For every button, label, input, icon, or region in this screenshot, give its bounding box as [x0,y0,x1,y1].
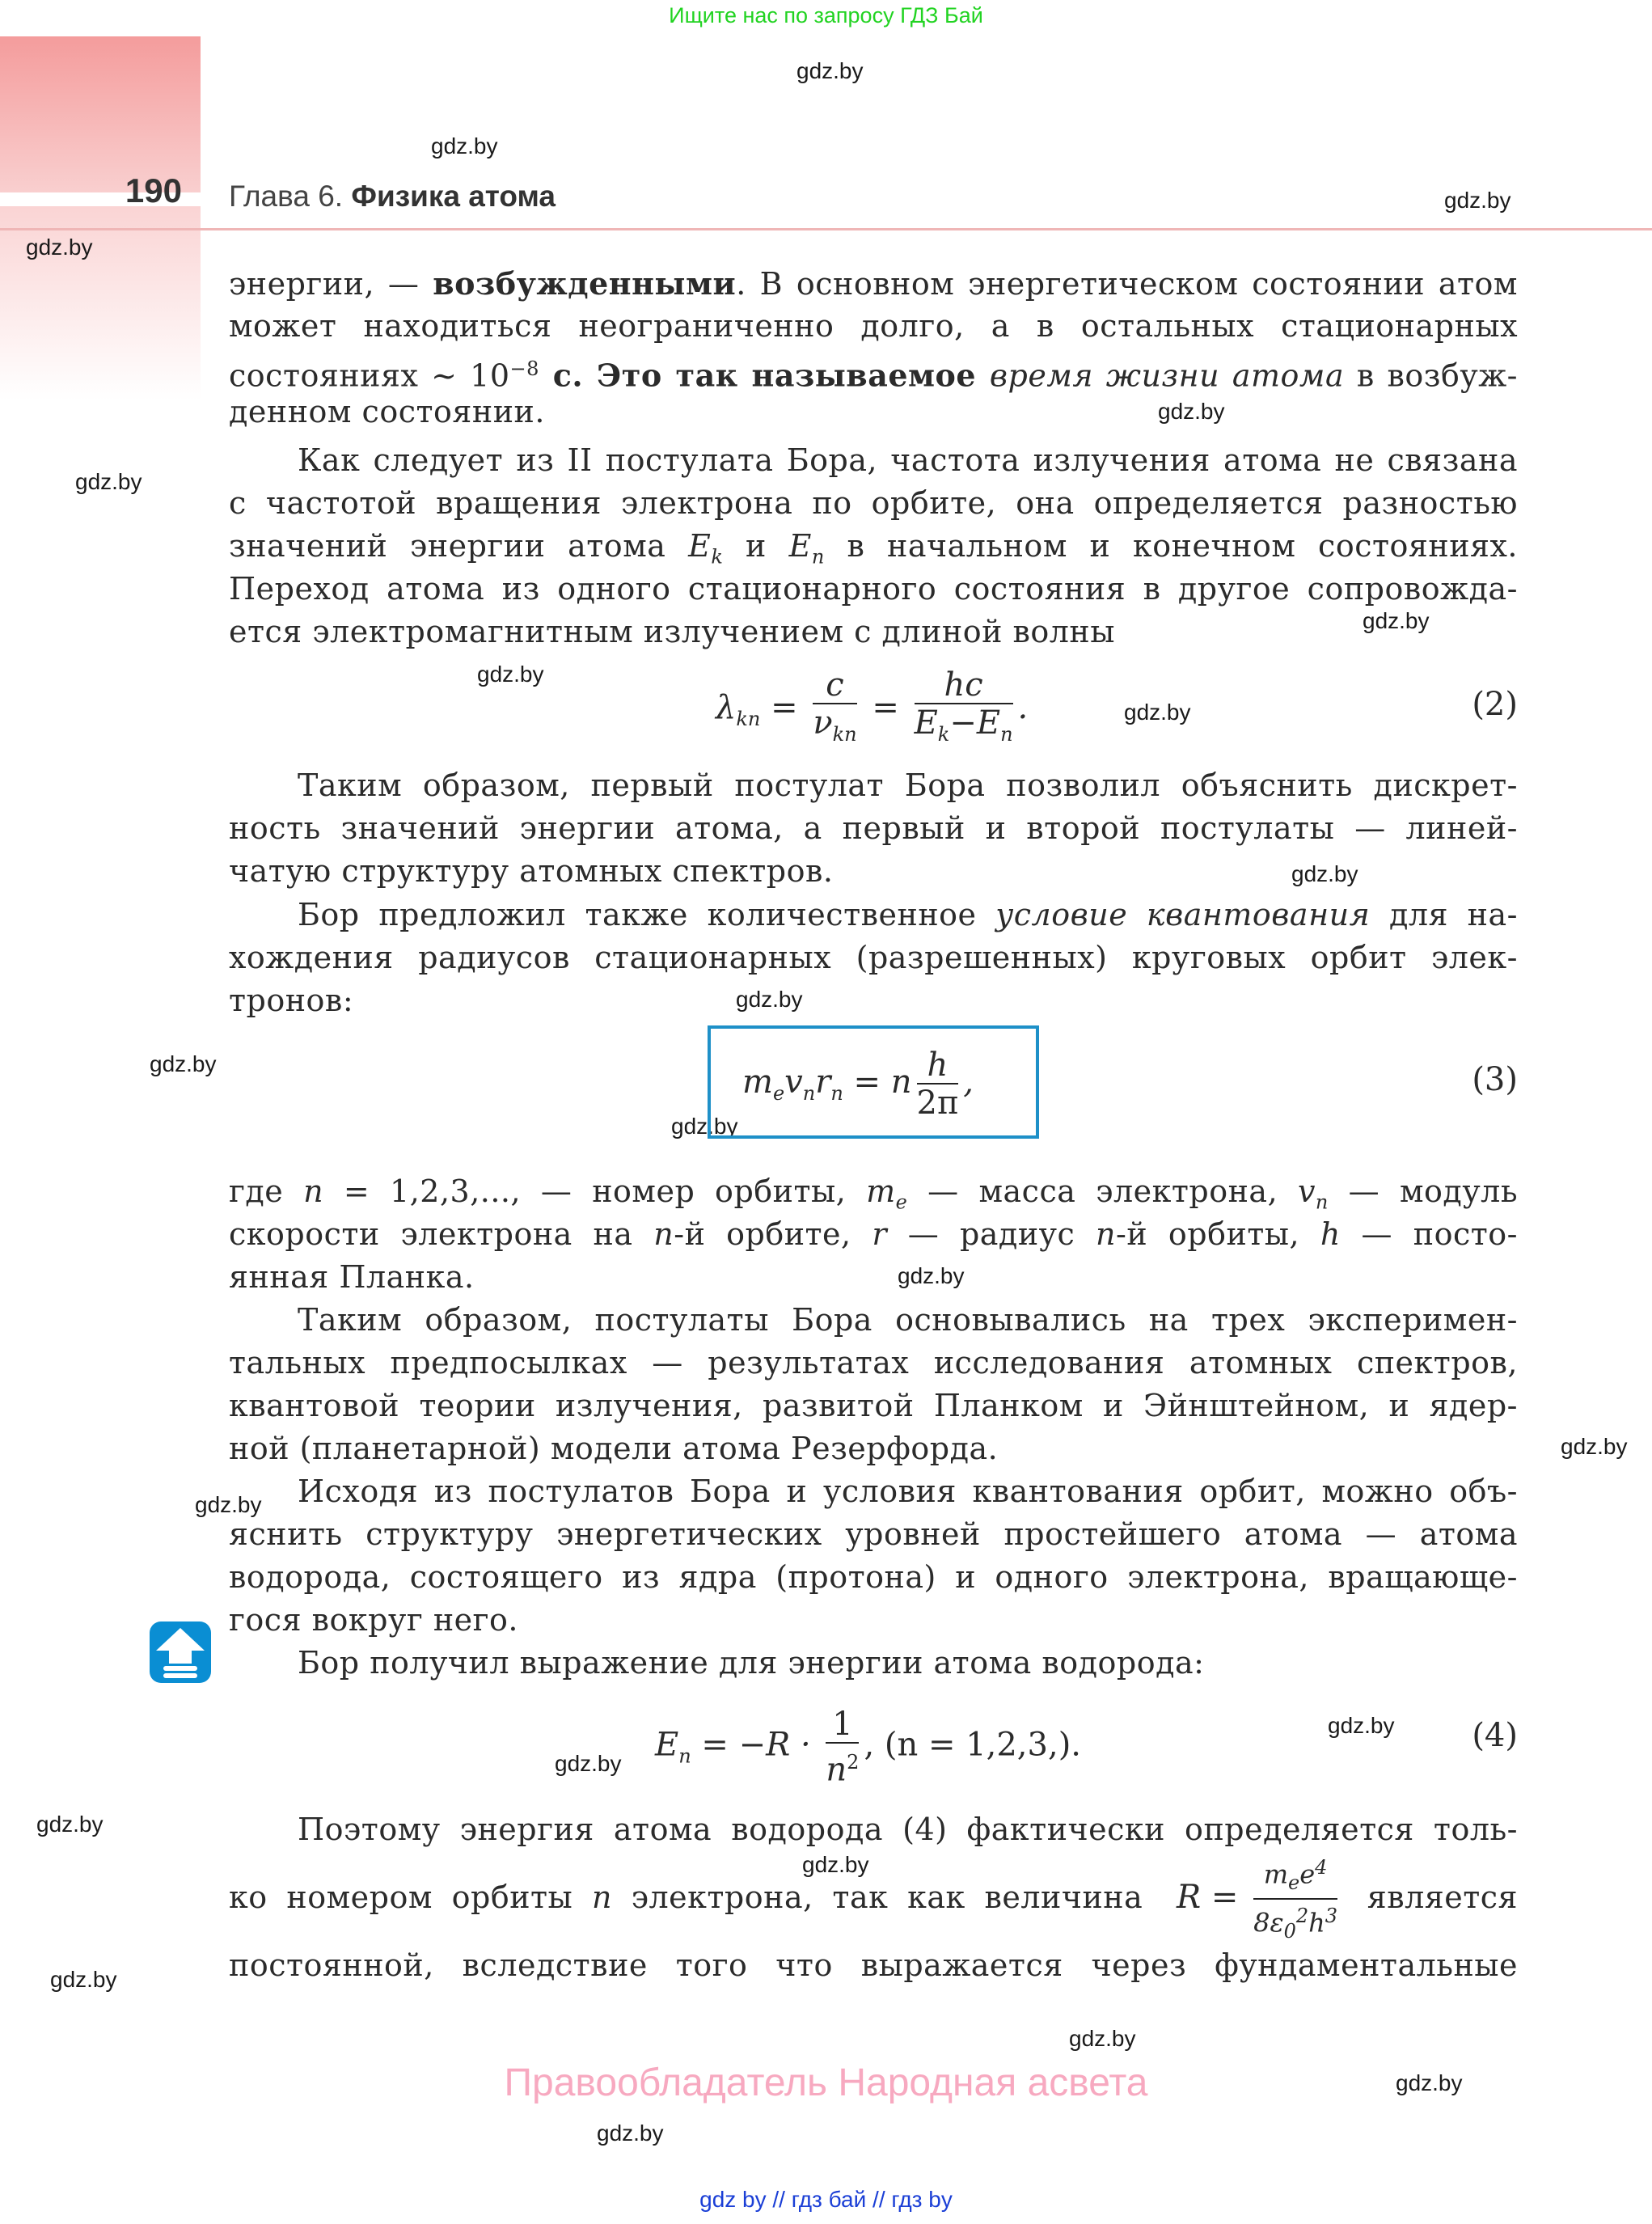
chapter-title: Физика атома [351,180,556,213]
watermark: gdz.by [736,987,803,1012]
equation-number: (2) [1472,686,1518,723]
watermark: gdz.by [26,235,93,260]
watermark: gdz.by [555,1751,622,1776]
copyright-notice: Правообладатель Народная асвета [504,2061,1148,2104]
text-line: квантовой теории излучения, развитой Планком и Эйнштейном, и ядер- [229,1388,1518,1423]
text-line: состояниях ~ $10^{-8}$ с. Это так называемое время жизни атома в возбуж- [229,357,1518,394]
watermark: gdz.by [671,1114,738,1139]
text-line: тальных предпосылках — результатах исследования атомных спектров, [229,1345,1518,1380]
text-line: хождения радиусов стационарных (разрешенных) круговых орбит элек- [229,940,1518,975]
watermark: gdz.by [477,662,544,687]
watermark: gdz.by [597,2120,664,2146]
text-line: постоянной, вследствие того что выражается через фундаментальные [229,1947,1518,1983]
watermark: gdz.by [431,133,498,159]
watermark: gdz.by [150,1051,217,1076]
text-line: Бор предложил также количественное условие квантования для на- [298,897,1518,932]
page-corner-decoration [0,36,201,192]
equation-energy: $E_n = -R$ · $\frac{1}{n^2}$ , (n = 1,2,3,). [655,1706,1082,1789]
watermark: gdz.by [1291,861,1358,886]
top-banner[interactable]: Ищите нас по запросу ГДЗ Бай [669,3,983,27]
watermark: gdz.by [36,1812,104,1837]
watermark: gdz.by [1328,1713,1395,1738]
text-line: ной (планетарной) модели атома Резерфорда. [229,1431,999,1466]
watermark: gdz.by [1396,2070,1463,2095]
text-line: Как следует из II постулата Бора, частота излучения атома не связана [298,442,1518,478]
text-line: энергии, — возбужденными. В основном энергетическом состоянии атом [229,265,1518,302]
equation-quantization: $m_ev_nr_n = n$ $\frac{h}{2\pi}$ , [742,1046,974,1122]
watermark: gdz.by [1158,399,1225,424]
text-line: тронов: [229,983,354,1018]
chapter-heading [229,180,556,214]
watermark: gdz.by [1124,700,1191,725]
text-line: Поэтому энергия атома водорода (4) фактически определяется толь- [298,1812,1518,1847]
page-number: 190 [125,171,182,209]
text-line: водорода, состоящего из ядра (протона) и одного электрона, вращающе- [229,1559,1518,1595]
watermark: gdz.by [796,58,864,83]
text-line: может находиться неограниченно долго, а в остальных стационарных [229,308,1518,344]
text-line: значений энергии атома $E_k$ и $E_n$ в начальном и конечном состояниях. [229,528,1518,569]
text-line: где n = 1,2,3,..., — номер орбиты, $m_e$ — масса электрона, $v_n$ — модуль [229,1173,1519,1214]
text-line: янная Планка. [229,1259,475,1295]
equation-wavelength: $\lambda_{kn}$ = $\frac{c}{\nu_{kn}}$ = $\frac{hc}{E_k-E_n}$ . [716,666,1029,746]
watermark: gdz.by [1363,608,1430,633]
formula-rydberg: R = $\frac{m_ee^4}{8\varepsilon_0^2h^3}$ [1177,1852,1342,1947]
text-line: денном состоянии. [229,394,545,429]
watermark: gdz.by [1069,2026,1136,2051]
term-lifetime: время жизни атома [989,357,1345,394]
watermark: gdz.by [75,469,142,494]
watermark: gdz.by [802,1852,869,1877]
text-line: ность значений энергии атома, а первый и второй постулаты — линей- [229,810,1518,846]
header-divider [0,228,1652,230]
text-line: Переход атома из одного стационарного состояния в другое сопровожда- [229,571,1518,607]
equation-number: (4) [1472,1717,1518,1754]
text-line: чатую структуру атомных спектров. [229,853,834,889]
text-line: ко номером орбиты n электрона, так как величина является [229,1879,1518,1915]
chapter-prefix: Глава 6. [229,180,344,213]
watermark: gdz.by [50,1967,117,1992]
up-arrow-icon[interactable] [150,1621,211,1683]
text-line: Исходя из постулатов Бора и условия квантования орбит, можно объ- [298,1474,1518,1509]
text-line: яснить структуру энергетических уровней простейшего атома — атома [229,1516,1518,1552]
text-line: гося вокруг него. [229,1602,518,1638]
watermark: gdz.by [1561,1434,1628,1459]
equation-number: (3) [1472,1061,1518,1098]
text-line: Таким образом, постулаты Бора основывались на трех эксперимен- [298,1302,1518,1338]
watermark: gdz.by [1444,188,1511,213]
text-line: Бор получил выражение для энергии атома водорода: [298,1645,1205,1681]
footer-links[interactable]: gdz by // гдз бай // гдз by [699,2187,953,2212]
text-line: с частотой вращения электрона по орбите, она определяется разностью [229,485,1518,521]
watermark: gdz.by [195,1492,262,1517]
text-line: ется электромагнитным излучением с длиной волны [229,614,1115,649]
text-line: скорости электрона на n-й орбите, r — радиус n-й орбиты, h — посто- [229,1216,1519,1252]
watermark: gdz.by [898,1263,965,1288]
text-line: Таким образом, первый постулат Бора позволил объяснить дискрет- [298,767,1518,803]
term-quantization: условие квантования [995,897,1371,932]
term-excited: возбужденными [433,265,737,302]
